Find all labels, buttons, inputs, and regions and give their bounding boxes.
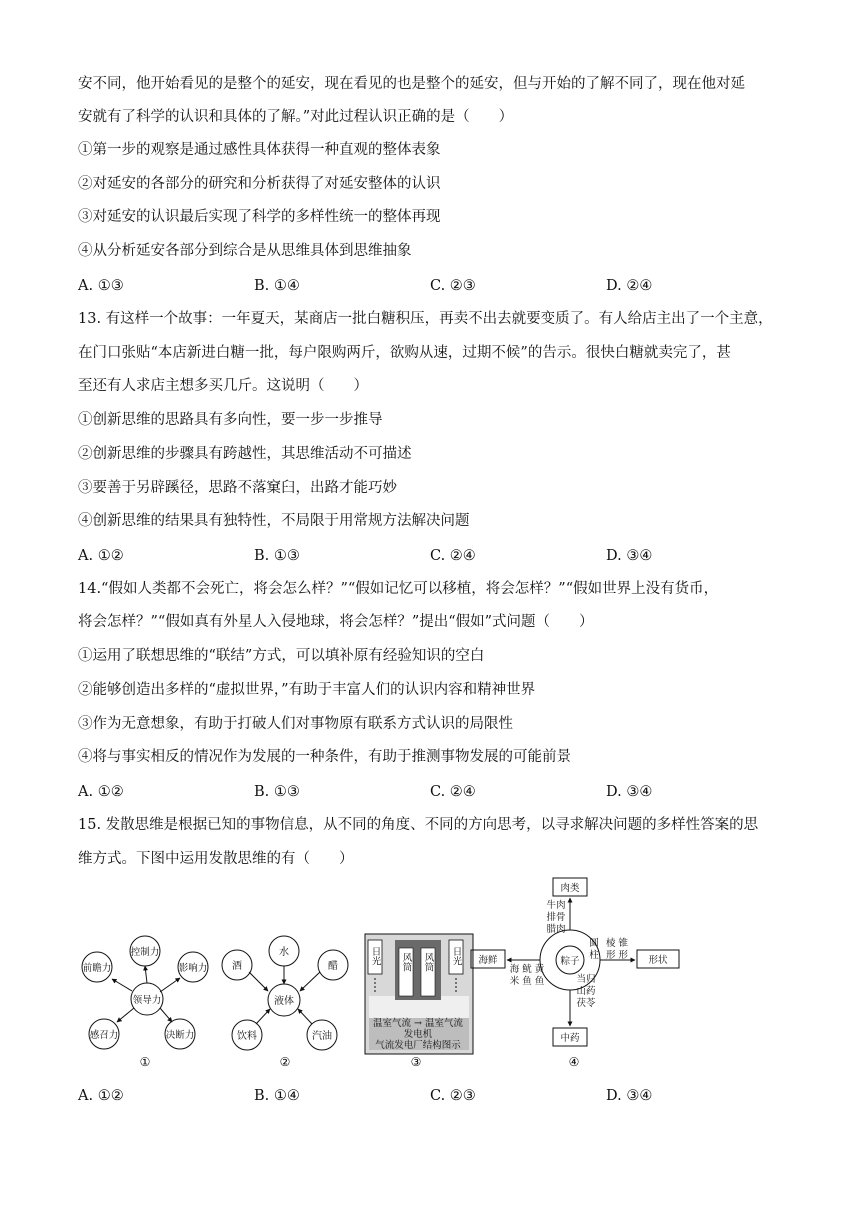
d3-sunlight-left: 日光 [369,946,381,966]
q15-option-a[interactable]: A. ①② [78,1088,124,1104]
d4-top-label: 肉类 [560,883,580,894]
q12-option-b[interactable]: B. ①④ [254,278,300,294]
q14-line-2: 将会怎样？”“假如真有外星人入侵地球，将会怎样？”提出“假如”式问题（ ） [78,614,594,630]
q14-option-a[interactable]: A. ①② [78,784,124,800]
q13-option-b[interactable]: B. ①③ [254,548,300,564]
q13-option-a[interactable]: A. ①② [78,548,124,564]
q14-option-b[interactable]: B. ①③ [254,784,300,800]
d4-right-item: 圆 [589,938,599,949]
d2-arrow [300,972,320,991]
d1-arrow [145,966,147,983]
d4-right-item: 柱 [589,950,599,961]
q12-statement-3: ③对延安的认识最后实现了科学的多样性统一的整体再现 [78,209,441,225]
q12-option-d[interactable]: D. ②④ [606,278,653,294]
d1-arrow [160,978,180,992]
d4-top-item: 腊肉 [546,924,566,935]
d1-arrow [160,1008,172,1022]
q12-statement-2: ②对延安的各部分的研究和分析获得了对延安整体的认识 [78,176,441,192]
d2-center-label: 液体 [274,996,294,1007]
d2-node-vinegar: 醋 [328,961,338,972]
d2-node-water: 水 [279,947,289,958]
q12-option-c[interactable]: C. ②③ [430,278,476,294]
q15-line-2: 维方式。下图中运用发散思维的有（ ） [78,851,354,867]
d3-title: 气流发电厂结构图示 [375,1040,461,1051]
q14-statement-4: ④将与事实相反的情况作为发展的一种条件，有助于推测事物发展的可能前景 [78,749,571,765]
d3-flow: 温室气流 → 温室气流 [373,1018,463,1029]
d1-node-control: 控制力 [130,947,160,958]
q14-statement-3: ③作为无意想象，有助于打破人们对事物原有联系方式认识的局限性 [78,716,513,732]
d4-left-item: 米 鱼 鱼 [509,976,545,987]
d4-right-item: 棱 锥 [605,938,629,949]
d2-arrow [256,1009,270,1024]
q15-line-1: 15. 发散思维是根据已知的事物信息，从不同的角度、不同的方向思考，以寻求解决问题的多样性答案的思 [78,817,759,833]
q15-option-b[interactable]: B. ①④ [254,1088,300,1104]
d4-bottom-item: 山药 [576,986,596,997]
d2-node-wine: 酒 [232,961,242,972]
q14-option-c[interactable]: C. ②④ [430,784,476,800]
q12-statement-1: ①第一步的观察是通过感性具体获得一种直观的整体表象 [78,142,441,158]
q13-line-3: 至还有人求店主想多买几斤。这说明（ ） [78,378,368,394]
d3-caption: ③ [410,1055,422,1069]
d1-node-charisma: 感召力 [89,1030,119,1041]
d2-node-gasoline: 汽油 [312,1031,332,1042]
d2-arrow [298,1009,312,1024]
q14-statement-2: ②能够创造出多样的“虚拟世界，”有助于丰富人们的认识内容和精神世界 [78,682,536,698]
d3-chimney-1: 风筒 [400,952,412,972]
d3-chimney-2: 风筒 [422,952,434,972]
q13-statement-2: ②创新思维的步骤具有跨越性，其思维活动不可描述 [78,446,412,462]
q13-line-1: 13. 有这样一个故事：一年夏天，某商店一批白糖积压，再卖不出去就要变质了。有人给店主出了一个主意， [78,311,773,327]
d1-arrow [112,979,132,991]
q12-statement-4: ④从分析延安各部分到综合是从思维具体到思维抽象 [78,243,412,259]
q12-line-2: 安就有了科学的认识和具体的了解。”对此过程认识正确的是（ ） [78,109,514,125]
q15-option-c[interactable]: C. ②③ [430,1088,476,1104]
d4-right-label: 形状 [648,955,668,966]
d4-top-item: 排骨 [546,912,566,923]
d4-right-item: 形 形 [605,950,629,961]
d2-caption: ② [279,1055,291,1069]
q13-option-c[interactable]: C. ②④ [430,548,476,564]
d2-node-beverage: 饮料 [237,1031,257,1042]
d2-arrow [249,972,268,991]
q14-option-d[interactable]: D. ③④ [606,784,653,800]
q13-option-d[interactable]: D. ③④ [606,548,653,564]
q12-line-1: 安不同，他开始看见的是整个的延安，现在看见的也是整个的延安，但与开始的了解不同了，现在他对延 [78,76,745,92]
d3-generator: 发电机 [403,1029,433,1040]
q12-option-a[interactable]: A. ①③ [78,278,124,294]
d1-node-influence: 影响力 [178,963,208,974]
q14-statement-1: ①运用了联想思维的“联结”方式，可以填补原有经验知识的空白 [78,648,485,664]
q13-line-2: 在门口张贴“本店新进白糖一批，每户限购两斤，欲购从速，过期不候”的告示。很快白糖就卖完了，甚 [78,345,731,361]
q15-option-d[interactable]: D. ③④ [606,1088,653,1104]
d4-caption: ④ [568,1055,580,1069]
d4-bottom-item: 当归 [576,974,596,985]
q13-statement-3: ③要善于另辟蹊径，思路不落窠臼，出路才能巧妙 [78,480,397,496]
d4-bottom-item: 茯苓 [576,998,596,1009]
d4-top-item: 牛肉 [546,900,566,911]
d4-left-label: 海鲜 [478,955,498,966]
d1-arrow [117,1008,134,1022]
q14-line-1: 14.“假如人类都不会死亡，将会怎么样？”“假如记忆可以移植，将会怎样？”“假如世界上没有货币， [78,581,719,597]
d1-node-decision: 决断力 [165,1030,195,1041]
d1-center-label: 领导力 [132,995,162,1006]
q13-statement-4: ④创新思维的结果具有独特性，不局限于用常规方法解决问题 [78,513,470,529]
d1-node-foresight: 前瞻力 [82,963,112,974]
d1-caption: ① [139,1055,151,1069]
d3-sunlight-right: 日光 [450,946,462,966]
q15-figure [0,868,860,1078]
q13-statement-1: ①创新思维的思路具有多向性，要一步一步推导 [78,412,383,428]
d4-center-label: 粽子 [560,956,580,967]
d4-left-item: 海 鱿 黄 [509,964,545,975]
d4-bottom-label: 中药 [560,1033,580,1044]
